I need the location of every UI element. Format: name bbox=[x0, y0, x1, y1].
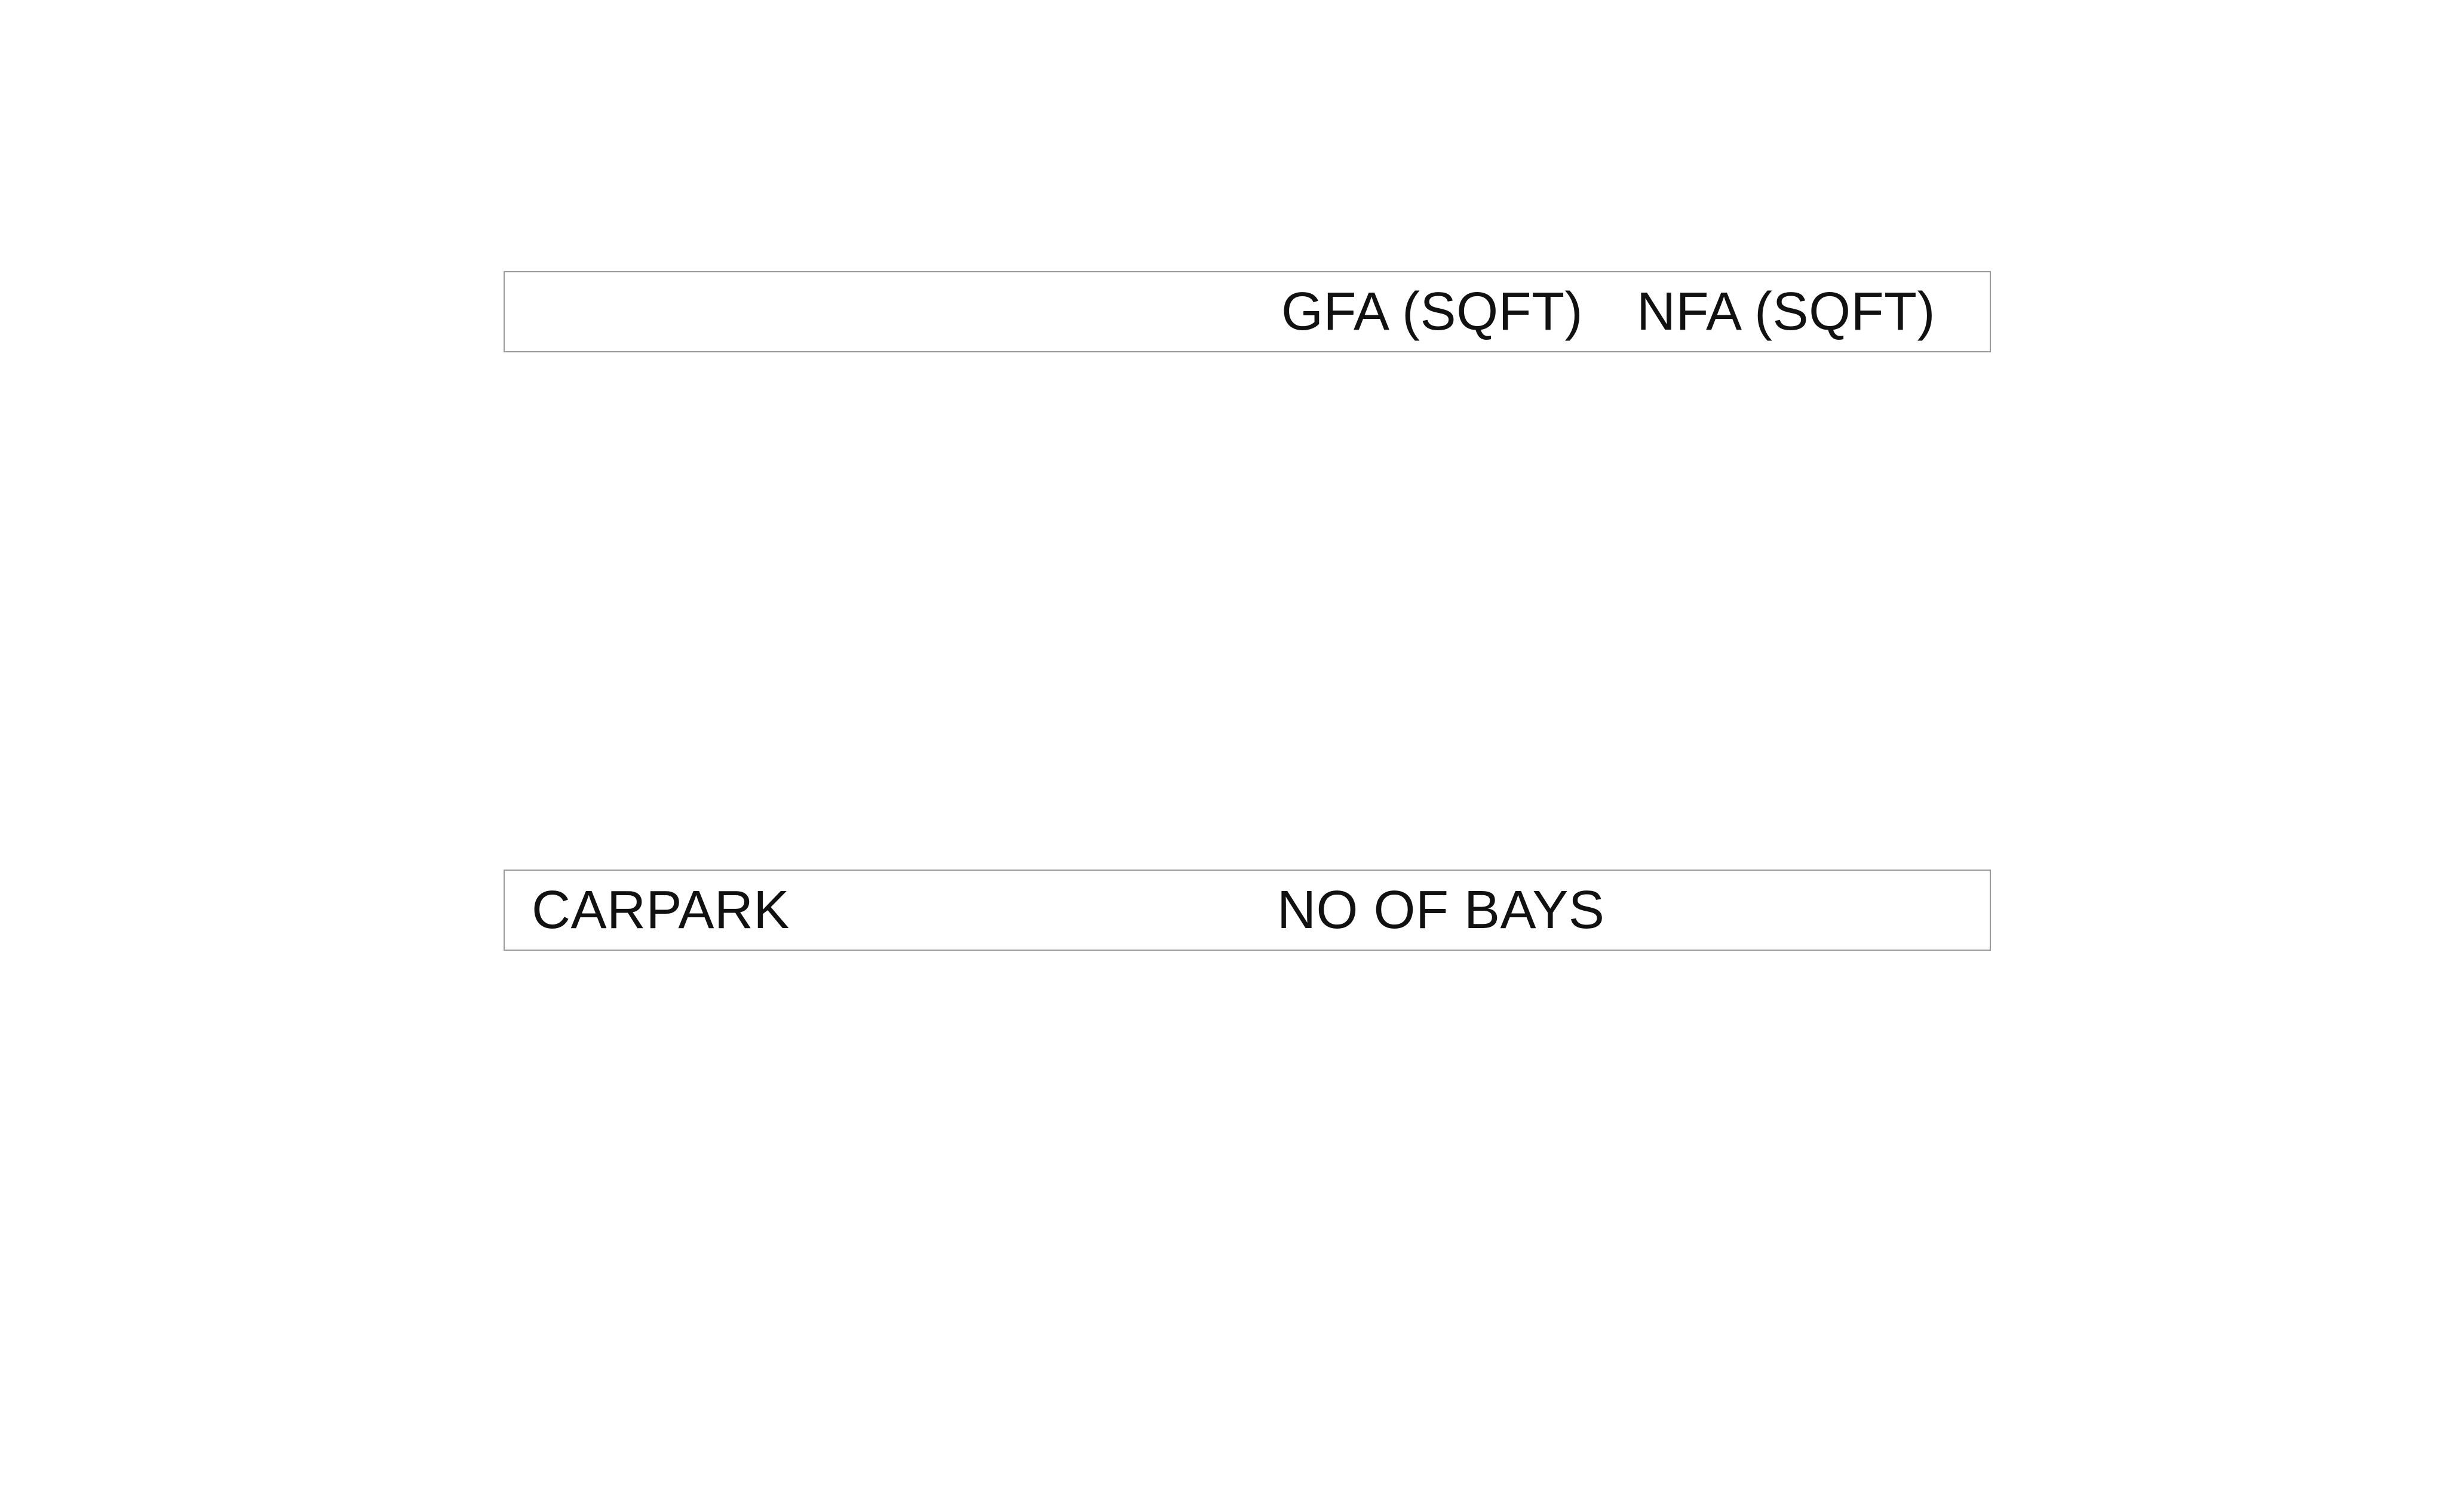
carpark-column-header: CARPARK bbox=[532, 880, 790, 940]
area-name-column-header bbox=[505, 272, 1275, 351]
nfa-column-header: NFA (SQFT) bbox=[1637, 282, 1935, 342]
gfa-column-header: GFA (SQFT) bbox=[1281, 282, 1584, 342]
carpark-table-header bbox=[504, 870, 1991, 951]
bays-column-header: NO OF BAYS bbox=[1277, 880, 1605, 940]
area-table-header bbox=[504, 271, 1991, 352]
